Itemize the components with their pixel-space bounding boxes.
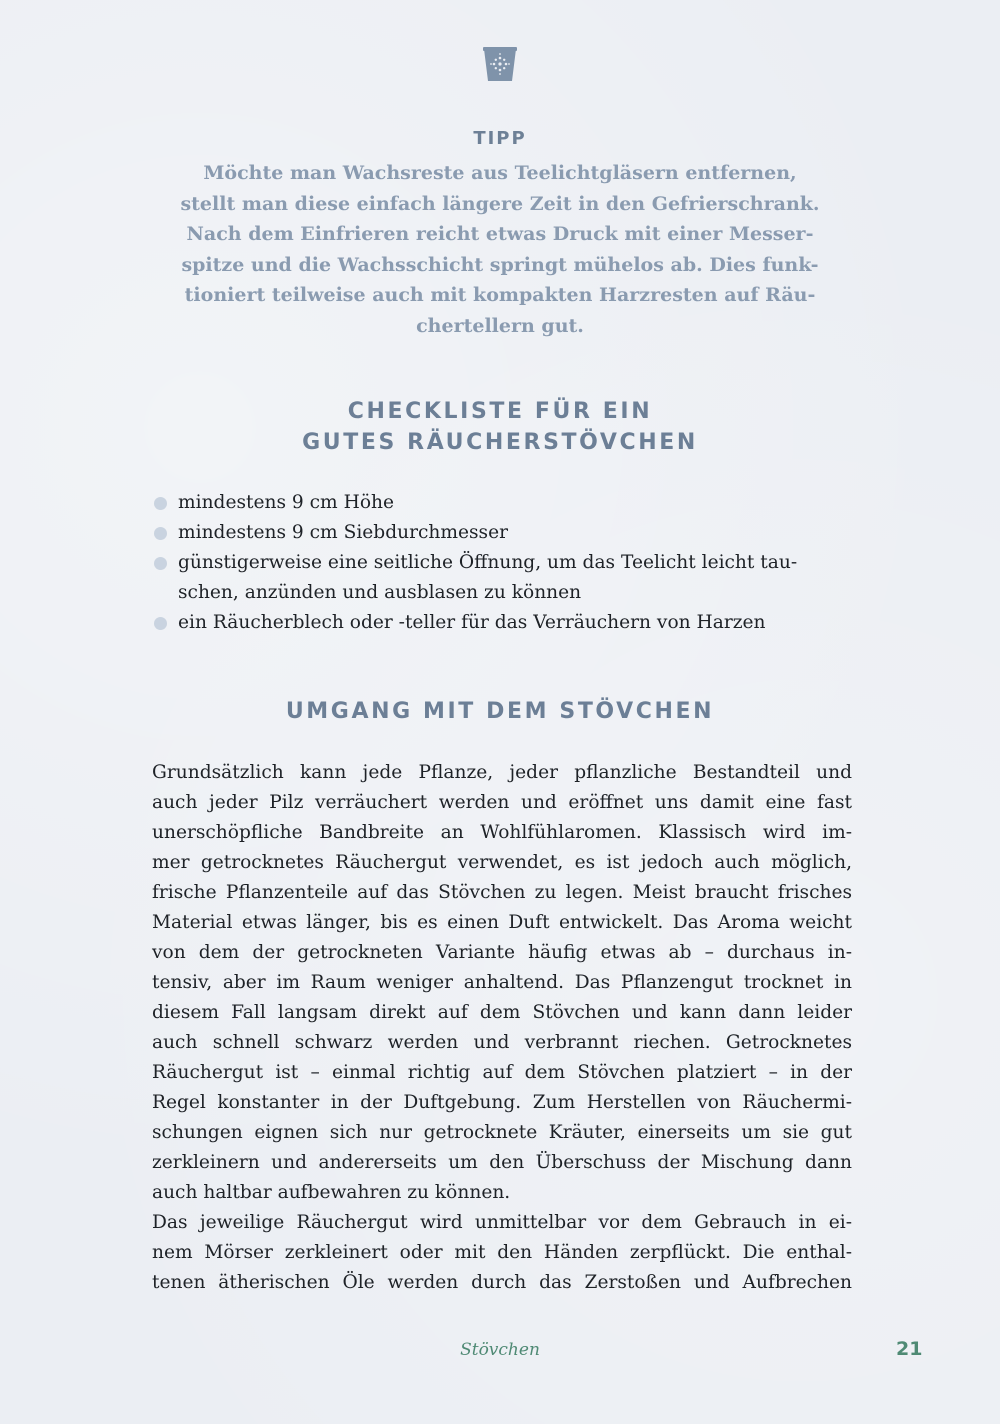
checklist-heading-line: CHECKLISTE FÜR EIN [347, 399, 653, 424]
body-line: Räuchergut ist – einmal richtig auf dem Stövchen platziert – in der [152, 1062, 852, 1083]
checklist-item-line: mindestens 9 cm Höhe [178, 492, 394, 513]
body-line: zerkleinern und andererseits um den Überschuss der Mischung dann [152, 1152, 852, 1173]
checklist-heading [0, 396, 1000, 458]
tip-line: Nach dem Einfrieren reicht etwas Druck mit einer Messer- [186, 223, 814, 246]
tip-label: TIPP [473, 128, 527, 149]
checklist-item-line: günstigerweise eine seitliche Öffnung, um das Teelicht leicht tau- [178, 552, 798, 573]
body-line: tensiv, aber im Raum weniger anhaltend. Das Pflanzengut trocknet in [152, 972, 852, 993]
checklist-item [152, 548, 852, 608]
checklist-item [152, 608, 852, 638]
body-line: Material etwas länger, bis es einen Duft entwickelt. Das Aroma weicht [152, 912, 852, 933]
tip-line: chertellern gut. [416, 314, 584, 337]
body-line: auch haltbar aufbewahren zu können. [152, 1182, 511, 1203]
tip-text [180, 158, 820, 342]
tip-line: stellt man diese einfach längere Zeit in den Gefrierschrank. [180, 192, 820, 215]
bullet-dot-icon [154, 497, 167, 510]
tip-line: Möchte man Wachsreste aus Teelichtgläsern entfernen, [203, 162, 797, 184]
checklist-heading-line: GUTES RÄUCHERSTÖVCHEN [302, 430, 698, 455]
body-line: Das jeweilige Räuchergut wird unmittelbar vor dem Gebrauch in ei- [152, 1212, 852, 1233]
umgang-heading: UMGANG MIT DEM STÖVCHEN [285, 699, 715, 724]
body-line: nem Mörser zerkleinert oder mit den Händen zerpflückt. Die enthal- [152, 1242, 852, 1263]
checklist-item [152, 518, 852, 548]
checklist-item-line: ein Räucherblech oder -teller für das Verräuchern von Harzen [178, 612, 766, 633]
body-line: auch schnell schwarz werden und verbrannt riechen. Getrocknetes [152, 1032, 852, 1053]
tip-line: spitze und die Wachsschicht springt mühelos ab. Dies funk- [181, 253, 819, 276]
bullet-dot-icon [154, 557, 167, 570]
body-line: diesem Fall langsam direkt auf dem Stövchen und kann dann leider [152, 1002, 852, 1023]
bullet-dot-icon [154, 617, 167, 630]
body-line: mer getrocknetes Räuchergut verwendet, es ist jedoch auch möglich, [152, 852, 852, 873]
checklist-item-line: schen, anzünden und ausblasen zu können [178, 582, 582, 603]
body-line: Regel konstanter in der Duftgebung. Zum Herstellen von Räuchermi- [152, 1092, 852, 1113]
running-title: Stövchen [460, 1340, 540, 1360]
body-line: schungen eignen sich nur getrocknete Kräuter, einerseits um sie gut [152, 1122, 852, 1143]
checklist-item-line: mindestens 9 cm Siebdurchmesser [178, 522, 508, 543]
body-line: Grundsätzlich kann jede Pflanze, jeder pflanzliche Bestandteil und [152, 762, 852, 783]
body-text [152, 758, 852, 1298]
body-line: unerschöpfliche Bandbreite an Wohlfühlaromen. Klassisch wird im- [152, 822, 852, 843]
body-line: auch jeder Pilz verräuchert werden und eröffnet uns damit eine fast [152, 792, 852, 813]
page-number: 21 [896, 1338, 923, 1360]
checklist [152, 488, 852, 638]
bullet-dot-icon [154, 527, 167, 540]
incense-burner-icon [482, 44, 518, 84]
body-line: tenen ätherischen Öle werden durch das Zerstoßen und Aufbrechen [152, 1272, 852, 1293]
body-line: von dem der getrockneten Variante häufig etwas ab – durchaus in- [152, 942, 852, 963]
tip-line: tioniert teilweise auch mit kompakten Harzresten auf Räu- [184, 284, 816, 307]
checklist-item [152, 488, 852, 518]
body-line: frische Pflanzenteile auf das Stövchen zu legen. Meist braucht frisches [152, 882, 852, 903]
